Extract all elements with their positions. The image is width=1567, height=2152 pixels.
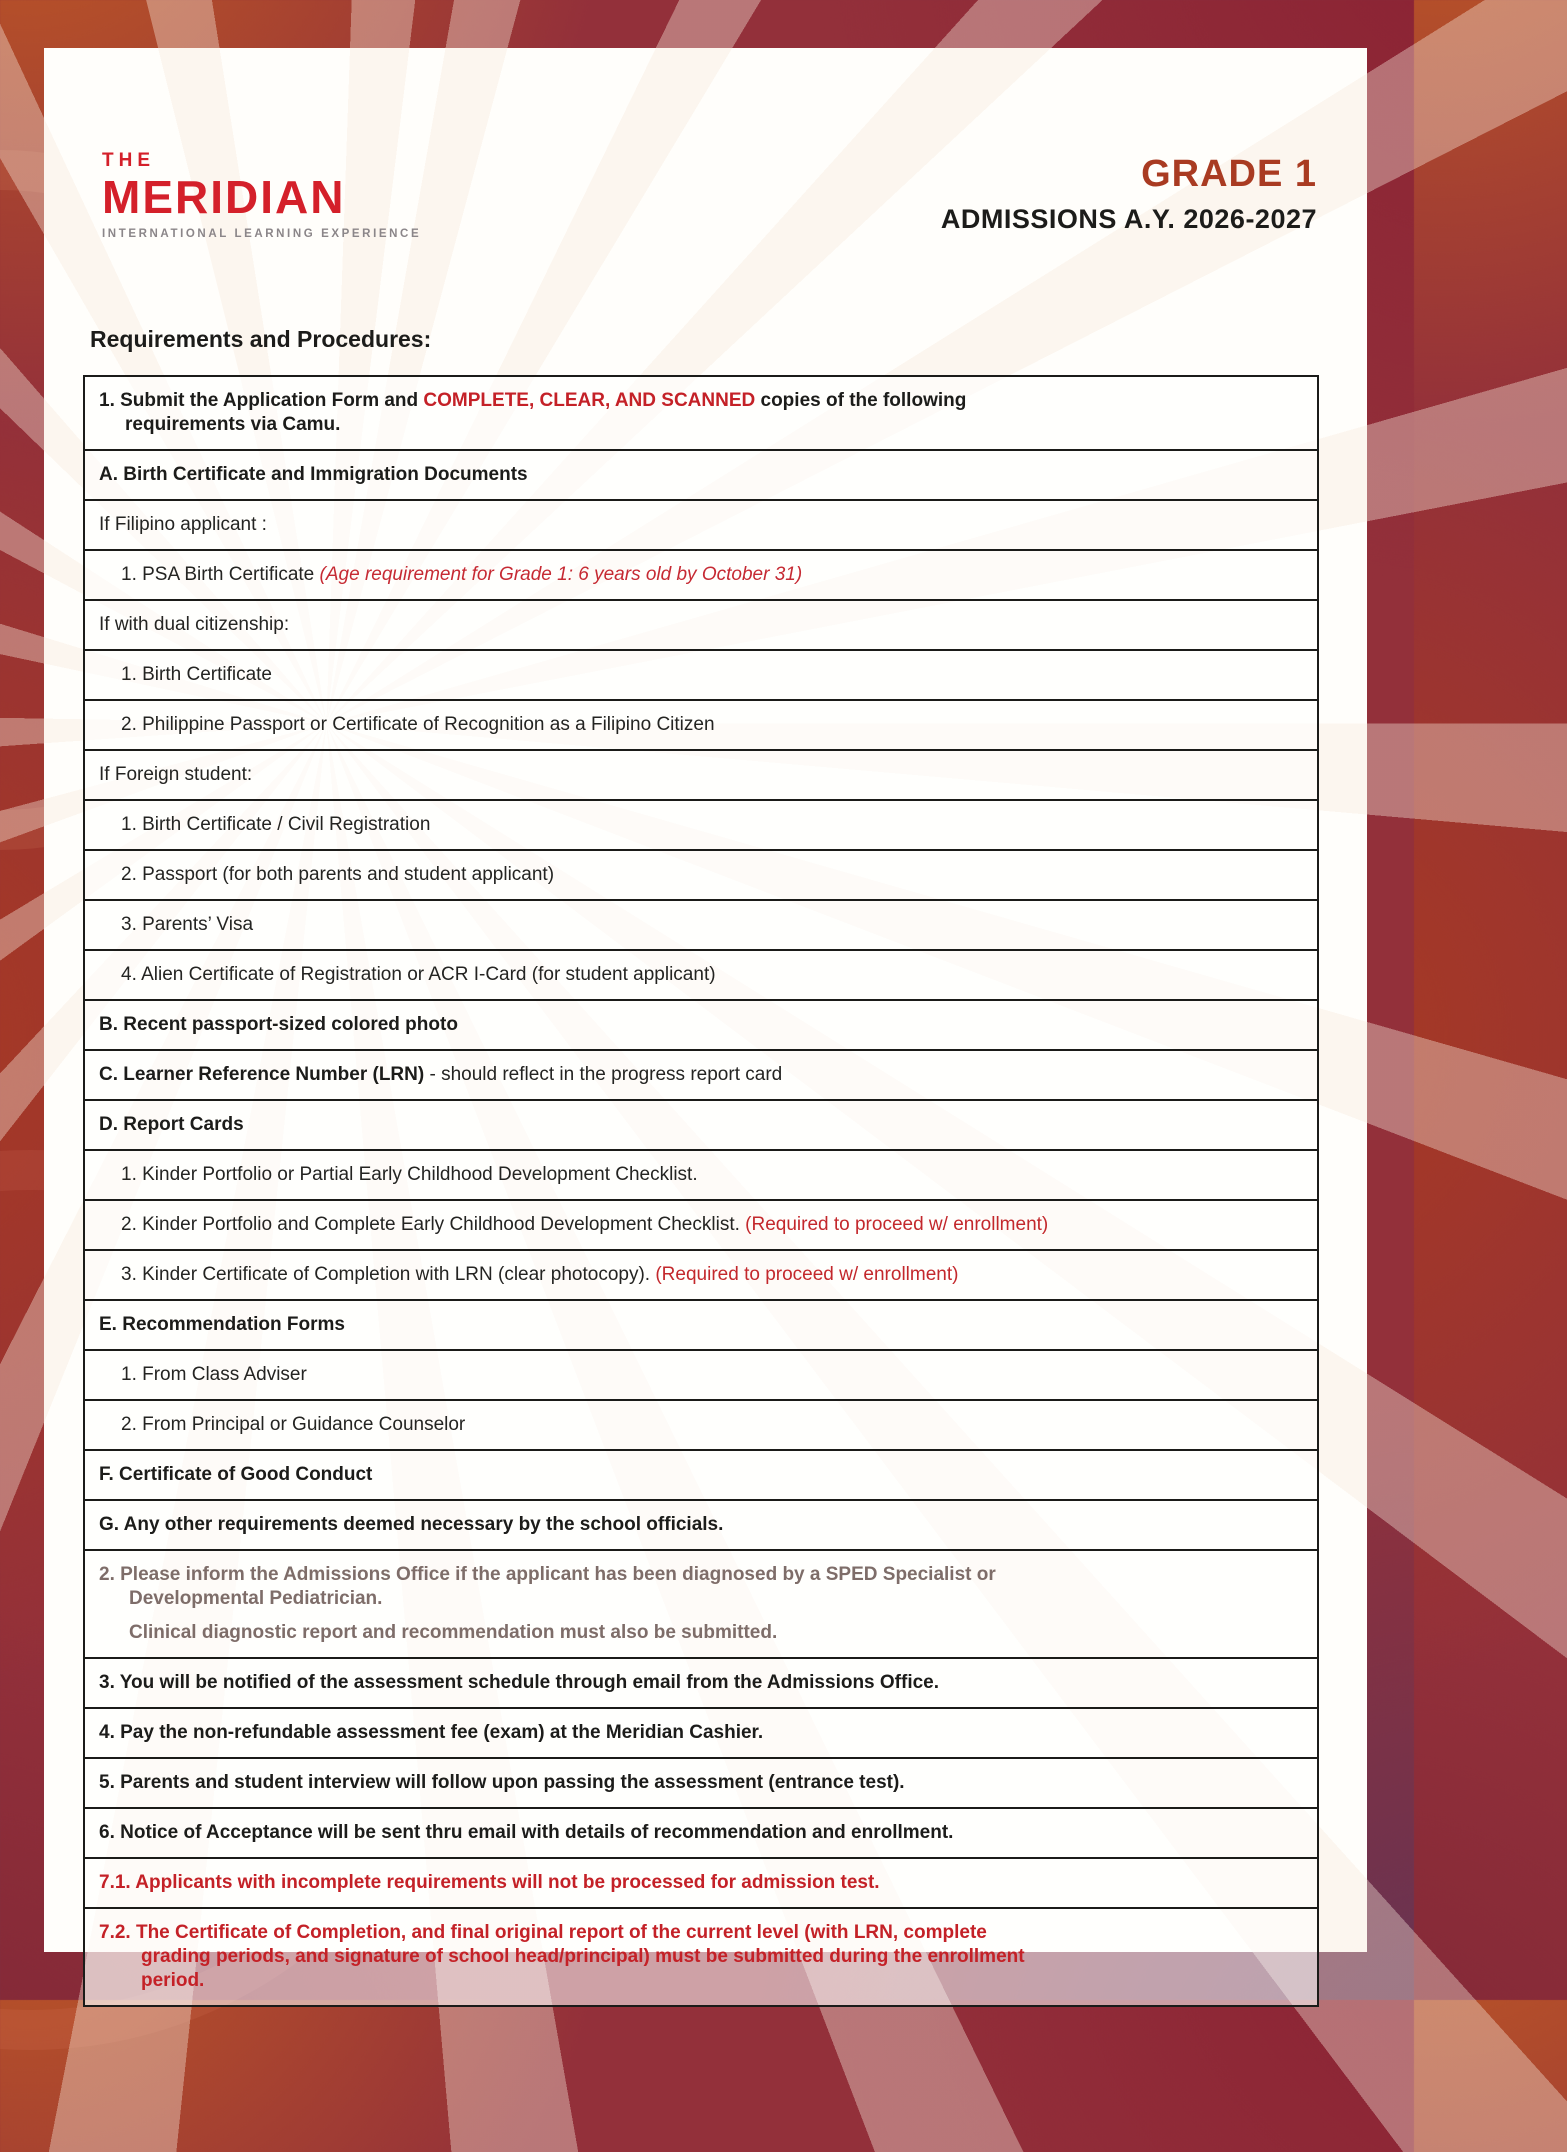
text-segment: A. Birth Certificate and Immigration Documents (99, 464, 528, 485)
text-segment: 1. Birth Certificate / Civil Registration (121, 814, 431, 835)
table-row (85, 1199, 1317, 1249)
table-row-line (99, 1563, 1303, 1587)
admissions-year-title: ADMISSIONS A.Y. 2026-2027 (940, 203, 1317, 234)
admissions-title-block (941, 154, 1317, 235)
text-segment: B. Recent passport-sized colored photo (99, 1014, 458, 1035)
table-row-line (99, 1113, 1303, 1137)
table-row-line (99, 463, 1303, 487)
text-segment: 2. From Principal or Guidance Counselor (121, 1414, 466, 1435)
text-segment: (Age requirement for Grade 1: 6 years old by October 31) (319, 564, 803, 585)
table-row (85, 1349, 1317, 1399)
text-segment: 1. Submit the Application Form and (99, 390, 424, 411)
table-row-line (121, 1413, 1303, 1437)
table-row (85, 1399, 1317, 1449)
text-segment: grading periods, and signature of school head/principal) must be submitted during the enrollment (141, 1946, 1025, 1967)
table-row-line (99, 1969, 1303, 1993)
text-segment: Clinical diagnostic report and recommendation must also be submitted. (129, 1622, 778, 1643)
text-segment: 7.1. Applicants with incomplete requirements will not be processed for admission test. (99, 1872, 880, 1893)
grade-title: GRADE 1 (1141, 153, 1317, 195)
text-segment: 1. Kinder Portfolio or Partial Early Childhood Development Checklist. (121, 1164, 698, 1185)
table-row (85, 1249, 1317, 1299)
table-row (85, 377, 1317, 449)
text-segment: COMPLETE, CLEAR, AND SCANNED (423, 390, 756, 411)
table-row-line (99, 1587, 1303, 1611)
table-row-line (99, 413, 1303, 437)
text-segment: 1. From Class Adviser (121, 1364, 307, 1385)
requirements-heading: Requirements and Procedures: (90, 326, 432, 352)
table-row-line (99, 1513, 1303, 1537)
table-row-line (99, 1871, 1303, 1895)
text-segment: If Foreign student: (99, 764, 253, 785)
table-row-line (99, 1921, 1303, 1945)
table-row-line (99, 389, 1303, 413)
requirements-table (83, 375, 1319, 2007)
table-row (85, 899, 1317, 949)
text-segment: 2. Philippine Passport or Certificate of Recognition as a Filipino Citizen (121, 714, 715, 735)
text-segment: 1. PSA Birth Certificate (121, 564, 320, 585)
table-row-line (99, 1671, 1303, 1695)
table-row (85, 1907, 1317, 2005)
text-segment: requirements via Camu. (125, 414, 341, 435)
text-segment: 2. Kinder Portfolio and Complete Early Childhood Development Checklist. (121, 1214, 746, 1235)
table-row (85, 949, 1317, 999)
text-segment: (Required to proceed w/ enrollment) (655, 1264, 959, 1285)
text-segment: period. (141, 1970, 205, 1991)
table-row-line (99, 1463, 1303, 1487)
table-row (85, 499, 1317, 549)
text-segment: 7.2. The Certificate of Completion, and final original report of the current level (with LRN, complete (99, 1922, 987, 1943)
table-row (85, 649, 1317, 699)
table-row (85, 1449, 1317, 1499)
table-row-line (121, 913, 1303, 937)
text-segment: E. Recommendation Forms (99, 1314, 345, 1335)
table-row-line (121, 563, 1303, 587)
table-row-line (121, 1163, 1303, 1187)
document-header (102, 150, 1317, 240)
text-segment: F. Certificate of Good Conduct (99, 1464, 373, 1485)
table-row (85, 599, 1317, 649)
table-row (85, 1099, 1317, 1149)
text-segment: 6. Notice of Acceptance will be sent thru email with details of recommendation and enrollment. (99, 1822, 954, 1843)
table-row (85, 1757, 1317, 1807)
table-row (85, 1149, 1317, 1199)
table-row-line (99, 1721, 1303, 1745)
document-page (44, 48, 1367, 1991)
text-segment: 5. Parents and student interview will follow upon passing the assessment (entrance test). (99, 1772, 905, 1793)
table-row (85, 1549, 1317, 1657)
logo-name-text: MERIDIAN (102, 171, 346, 223)
text-segment: D. Report Cards (99, 1114, 244, 1135)
table-row-line (99, 1821, 1303, 1845)
table-row-line (99, 1313, 1303, 1337)
table-row-line (99, 1063, 1303, 1087)
text-segment: copies of the following (755, 390, 967, 411)
table-row-line (99, 1621, 1303, 1645)
table-row-line (99, 1013, 1303, 1037)
table-row (85, 1857, 1317, 1907)
table-row (85, 849, 1317, 899)
text-segment: 4. Pay the non-refundable assessment fee (exam) at the Meridian Cashier. (99, 1722, 764, 1743)
text-segment: 1. Birth Certificate (121, 664, 272, 685)
table-row (85, 1707, 1317, 1757)
text-segment: If Filipino applicant : (99, 514, 267, 535)
text-segment: Developmental Pediatrician. (129, 1588, 383, 1609)
text-segment: C. Learner Reference Number (LRN) (99, 1064, 425, 1085)
table-row (85, 799, 1317, 849)
table-row-line (121, 713, 1303, 737)
table-row (85, 999, 1317, 1049)
text-segment: - should reflect in the progress report card (424, 1064, 783, 1085)
text-segment: 2. Passport (for both parents and student applicant) (121, 864, 555, 885)
logo-the-text: THE (102, 150, 155, 171)
table-row-line (121, 813, 1303, 837)
table-row-line (121, 963, 1303, 987)
table-row (85, 1657, 1317, 1707)
text-segment: 3. You will be notified of the assessment schedule through email from the Admissions Office. (99, 1672, 940, 1693)
table-row (85, 1049, 1317, 1099)
table-row (85, 1299, 1317, 1349)
text-segment: G. Any other requirements deemed necessary by the school officials. (99, 1514, 724, 1535)
table-row-line (121, 863, 1303, 887)
table-row-line (99, 763, 1303, 787)
table-row-line (121, 663, 1303, 687)
table-row-line (121, 1363, 1303, 1387)
table-row (85, 449, 1317, 499)
text-segment: (Required to proceed w/ enrollment) (745, 1214, 1049, 1235)
table-row-line (99, 1771, 1303, 1795)
text-segment: If with dual citizenship: (99, 614, 290, 635)
text-segment: 4. Alien Certificate of Registration or ACR I-Card (for student applicant) (121, 964, 716, 985)
text-segment: 2. Please inform the Admissions Office if the applicant has been diagnosed by a SPED Specialist or (99, 1564, 996, 1585)
table-row-line (99, 1945, 1303, 1969)
table-row (85, 749, 1317, 799)
table-row (85, 1499, 1317, 1549)
table-row-line (99, 613, 1303, 637)
table-row (85, 1807, 1317, 1857)
text-segment: 3. Parents’ Visa (121, 914, 254, 935)
table-row (85, 699, 1317, 749)
table-row (85, 549, 1317, 599)
logo-tagline-text: INTERNATIONAL LEARNING EXPERIENCE (102, 228, 422, 240)
table-row-line (99, 513, 1303, 537)
table-row-line (121, 1263, 1303, 1287)
table-row-line (121, 1213, 1303, 1237)
text-segment: 3. Kinder Certificate of Completion with LRN (clear photocopy). (121, 1264, 656, 1285)
meridian-logo (102, 150, 421, 240)
